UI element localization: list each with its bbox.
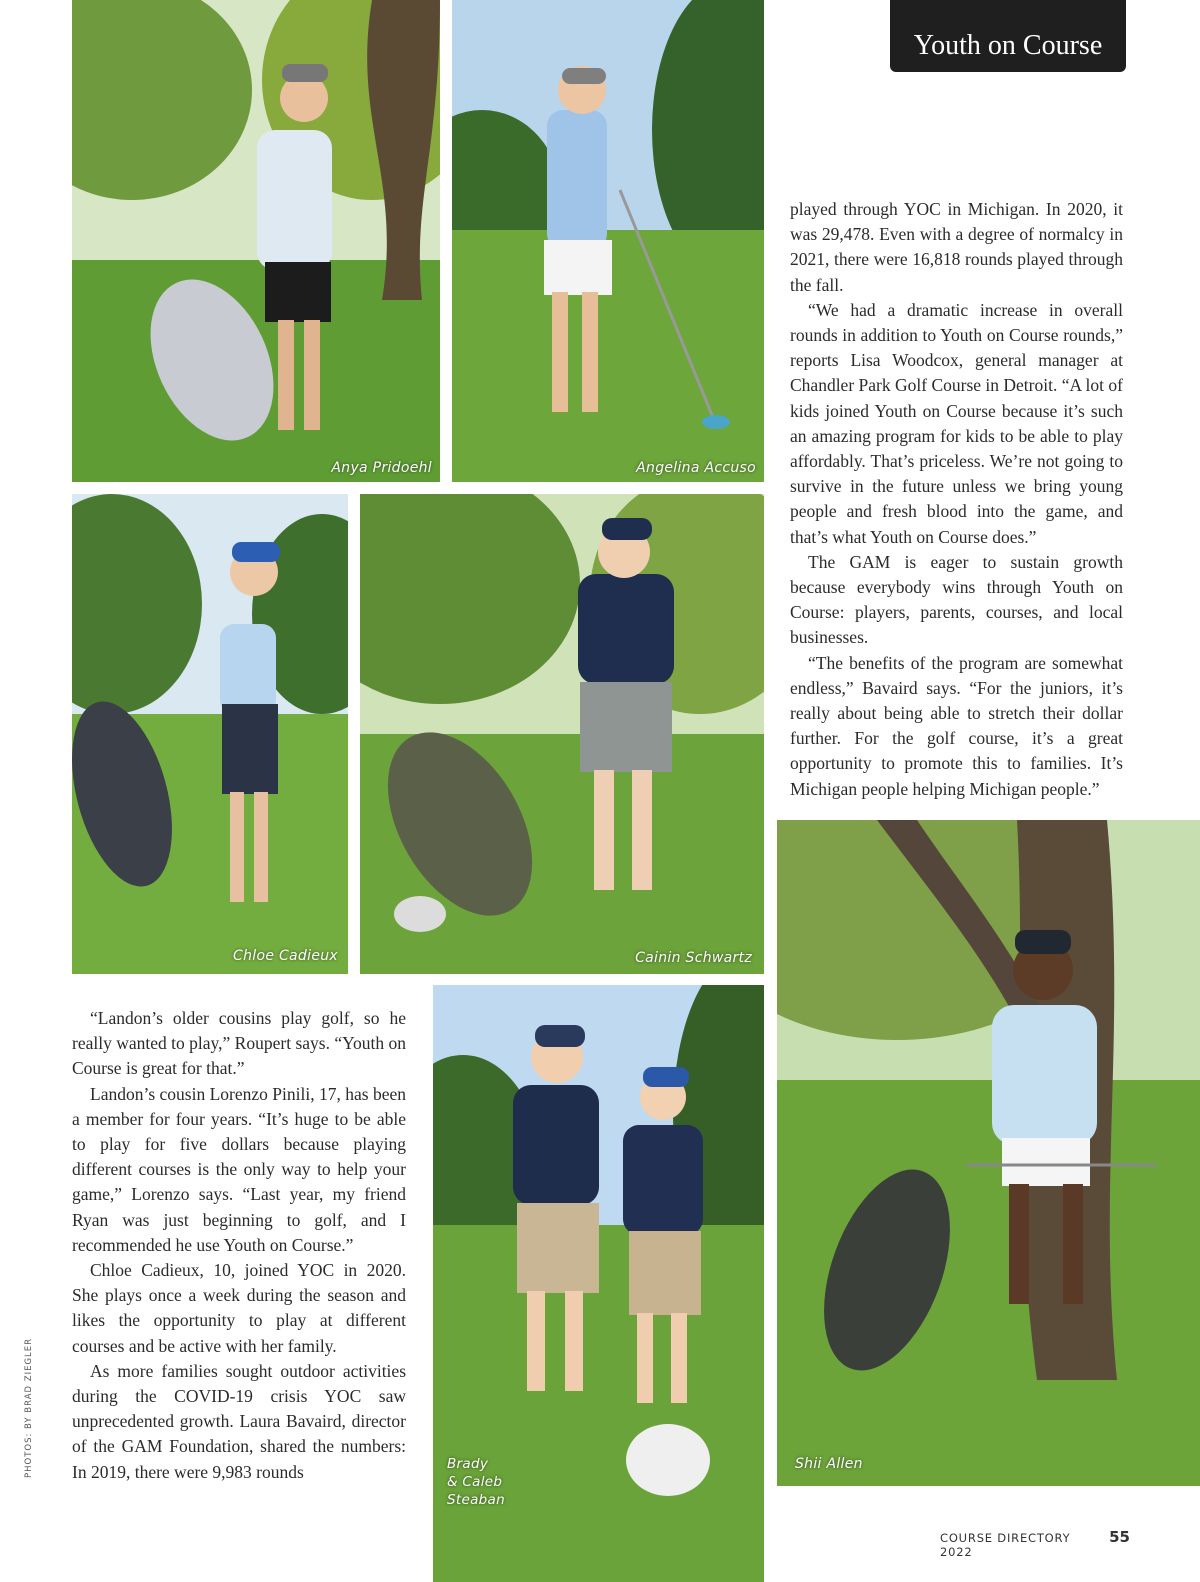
caption-line: Steaban [447,1492,505,1508]
article-paragraph: played through YOC in Michigan. In 2020, it was 29,478. Even with a degree of normalcy in 2021, there were 16,818 rounds played through the fall. [790,199,1123,295]
article-paragraph: Landon’s cousin Lorenzo Pinili, 17, has been a member for four years. “It’s huge to be able to play for five dollars because playing different courses is the only way to help your game,” Lorenzo says. “Last year, my friend Ryan was just beginning to golf, and I recommended he use Youth on Course.” [72,1083,406,1255]
article-paragraph: “We had a dramatic increase in overall rounds in addition to Youth on Course rounds,” reports Lisa Woodcox, general manager at Chandler Park Golf Course in Detroit. “A lot of kids joined Youth on Course because it’s such an amazing program for kids to be able to play affordably. That’s priceless. We’re not going to survive in the future unless we bring young people and fresh blood into the game, and that’s what Youth on Course does.” [790,299,1123,547]
article-left-column [72,1006,406,1485]
section-label: Youth on Course [913,30,1103,61]
article-paragraph: “Landon’s older cousins play golf, so he really wanted to play,” Roupert says. “Youth on Course is great for that.” [72,1008,406,1079]
photo-caption: Angelina Accuso [636,460,756,476]
golfer-photo-illustration [360,494,764,974]
photo-caption [447,1455,505,1509]
photo-anya-pridoehl [72,0,440,482]
photo-caption: Cainin Schwartz [635,950,752,966]
golfer-photo-illustration [452,0,764,482]
page-number: 55 [1109,1528,1130,1546]
photo-caption: Chloe Cadieux [233,948,338,964]
article-right-column [790,197,1123,802]
photo-brady-caleb-steaban [433,985,764,1582]
photo-chloe-cadieux [72,494,348,974]
photo-caption: Shii Allen [795,1456,863,1472]
photo-caption: Anya Pridoehl [331,460,432,476]
article-paragraph: Chloe Cadieux, 10, joined YOC in 2020. She plays once a week during the season and likes the opportunity to play at different courses and be active with her family. [72,1260,406,1356]
caption-line: & Caleb [447,1474,503,1490]
photo-credit: PHOTOS: BY BRAD ZIEGLER [24,1337,34,1478]
golfer-photo-illustration [777,820,1200,1486]
photo-cainin-schwartz [360,494,764,974]
article-paragraph: “The benefits of the program are somewhat endless,” Bavaird says. “For the juniors, it’s really about being able to stretch their dollar further. For the golf course, it’s a great opportunity to promote this to families. It’s Michigan people helping Michigan people.” [790,652,1123,799]
golfer-photo-illustration [72,494,348,974]
caption-line: Brady [447,1456,489,1472]
section-tab [890,0,1126,72]
photo-angelina-accuso [452,0,764,482]
golfer-photo-illustration [72,0,440,482]
photo-shii-allen [777,820,1200,1486]
page-footer [940,1528,1130,1559]
publication-name: COURSE DIRECTORY 2022 [940,1531,1071,1559]
article-paragraph: The GAM is eager to sustain growth because everybody wins through Youth on Course: players, parents, courses, and local businesses. [790,551,1123,648]
article-paragraph: As more families sought outdoor activities during the COVID-19 crisis YOC saw unprecedented growth. Laura Bavaird, director of the GAM Foundation, shared the numbers: In 2019, there were 9,983 rounds [72,1360,406,1482]
